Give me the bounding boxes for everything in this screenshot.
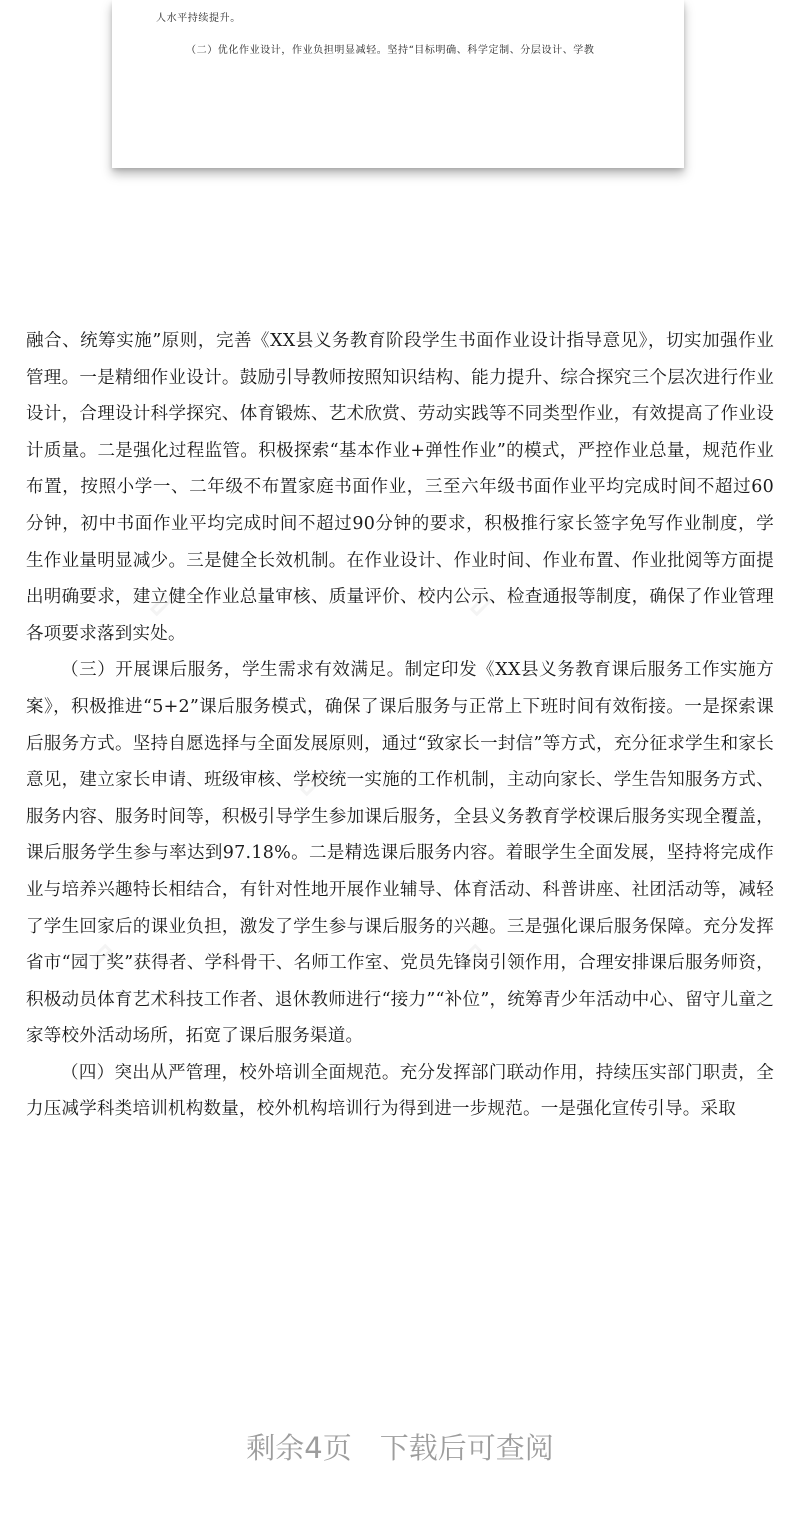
preview-text-line: 人水平持续提升。: [156, 13, 241, 24]
preview-text-line: （二）优化作业设计，作业负担明显减轻。坚持“目标明确、科学定制、分层设计、学教: [186, 45, 595, 56]
body-paragraph: （三）开展课后服务，学生需求有效满足。制定印发《XX县义务教育课后服务工作实施方案》，积极推进“5+2”课后服务模式，确保了课后服务与正常上下班时间有效衔接。一是探索课后服务方式。坚持自愿选择与全面发展原则，通过“致家长一封信”等方式，充分征求学生和家长意见，建立家长申请、班级审核、学校统一实施的工作机制，主动向家长、学生告知服务方式、服务内容、服务时间等，积极引导学生参加课后服务，全县义务教育学校课后服务实现全覆盖，课后服务学生参与率达到97.18%。二是精选课后服务内容。着眼学生全面发展，坚持将完成作业与培养兴趣特长相结合，有针对性地开展作业辅导、体育活动、科普讲座、社团活动等，减轻了学生回家后的课业负担，激发了学生参与课后服务的兴趣。三是强化课后服务保障。充分发挥省市“园丁奖”获得者、学科骨干、名师工作室、党员先锋岗引领作用，合理安排课后服务师资，积极动员体育艺术科技工作者、退休教师进行“接力”“补位”，统筹青少年活动中心、留守儿童之家等校外活动场所，拓宽了课后服务渠道。: [26, 660, 774, 1047]
document-preview-card: [112, 0, 684, 168]
remaining-pages-label: 剩余4页: [246, 1431, 352, 1465]
download-prompt[interactable]: [0, 1428, 800, 1468]
download-to-view-label: 下载后可查阅: [379, 1431, 554, 1465]
body-paragraph: （四）突出从严管理，校外培训全面规范。充分发挥部门联动作用，持续压实部门职责，全力压减学科类培训机构数量，校外机构培训行为得到进一步规范。一是强化宣传引导。采取: [26, 1062, 774, 1120]
document-body: [26, 323, 774, 1128]
body-paragraph: 融合、统筹实施”原则，完善《XX县义务教育阶段学生书面作业设计指导意见》，切实加强作业管理。一是精细作业设计。鼓励引导教师按照知识结构、能力提升、综合探究三个层次进行作业设计，合理设计科学探究、体育锻炼、艺术欣赏、劳动实践等不同类型作业，有效提高了作业设计质量。二是强化过程监管。积极探索“基本作业+弹性作业”的模式，严控作业总量，规范作业布置，按照小学一、二年级不布置家庭书面作业，三至六年级书面作业平均完成时间不超过60分钟，初中书面作业平均完成时间不超过90分钟的要求，积极推行家长签字免写作业制度，学生作业量明显减少。三是健全长效机制。在作业设计、作业时间、作业布置、作业批阅等方面提出明确要求，建立健全作业总量审核、质量评价、校内公示、检查通报等制度，确保了作业管理各项要求落到实处。: [26, 331, 774, 644]
